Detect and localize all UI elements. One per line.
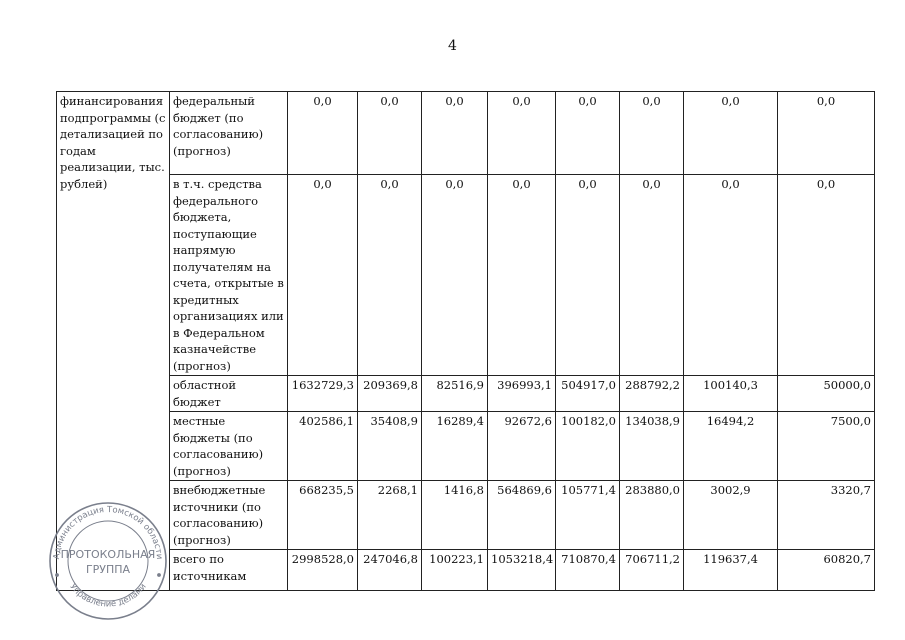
value-cell: 0,0 [778, 92, 875, 175]
value-cell: 2268,1 [358, 481, 422, 550]
value-cell: 35408,9 [358, 412, 422, 481]
value-cell: 82516,9 [422, 376, 488, 412]
value-cell: 100140,3 [684, 376, 778, 412]
stamp-center-line-2: ГРУППА [85, 563, 131, 576]
value-cell: 0,0 [288, 175, 358, 376]
value-cell: 1632729,3 [288, 376, 358, 412]
subprogram-financing-label: финансирования подпрограммы (с детализацией по годам реализации, тыс. рублей) [57, 92, 170, 591]
value-cell: 0,0 [422, 175, 488, 376]
value-cell: 209369,8 [358, 376, 422, 412]
stamp-dot-icon [56, 574, 59, 577]
value-cell: 396993,1 [488, 376, 556, 412]
value-cell: 100223,1 [422, 550, 488, 591]
source-label: всего по источникам [170, 550, 288, 591]
table-row [57, 175, 875, 376]
stamp-center-line-1: ПРОТОКОЛЬНАЯ [60, 548, 156, 561]
value-cell: 2998528,0 [288, 550, 358, 591]
value-cell: 710870,4 [556, 550, 620, 591]
value-cell: 7500,0 [778, 412, 875, 481]
value-cell: 16494,2 [684, 412, 778, 481]
value-cell: 134038,9 [620, 412, 684, 481]
value-cell: 247046,8 [358, 550, 422, 591]
table-row [57, 92, 875, 175]
value-cell: 0,0 [358, 92, 422, 175]
source-label: областной бюджет [170, 376, 288, 412]
source-label: внебюджетные источники (по согласованию) (прогноз) [170, 481, 288, 550]
value-cell: 3002,9 [684, 481, 778, 550]
value-cell: 564869,6 [488, 481, 556, 550]
value-cell: 0,0 [556, 92, 620, 175]
value-cell: 50000,0 [778, 376, 875, 412]
value-cell: 0,0 [422, 92, 488, 175]
value-cell: 668235,5 [288, 481, 358, 550]
value-cell: 706711,2 [620, 550, 684, 591]
value-cell: 0,0 [620, 92, 684, 175]
value-cell: 402586,1 [288, 412, 358, 481]
protocol-group-stamp [47, 500, 169, 622]
value-cell: 1416,8 [422, 481, 488, 550]
value-cell: 119637,4 [684, 550, 778, 591]
value-cell: 0,0 [778, 175, 875, 376]
stamp-ring-bottom-text: Управление делами [67, 581, 149, 610]
value-cell: 0,0 [556, 175, 620, 376]
value-cell: 16289,4 [422, 412, 488, 481]
value-cell: 1053218,4 [488, 550, 556, 591]
table-row [57, 481, 875, 550]
value-cell: 0,0 [488, 175, 556, 376]
value-cell: 100182,0 [556, 412, 620, 481]
value-cell: 288792,2 [620, 376, 684, 412]
value-cell: 504917,0 [556, 376, 620, 412]
table-row [57, 376, 875, 412]
source-label: в т.ч. средства федерального бюджета, поступающие напрямую получателям на счета, открытые в кредитных организациях или в Федеральном казначействе (прогноз) [170, 175, 288, 376]
source-label: местные бюджеты (по согласованию) (прогноз) [170, 412, 288, 481]
stamp-dot-icon [158, 574, 161, 577]
value-cell: 0,0 [488, 92, 556, 175]
table-row [57, 412, 875, 481]
page-number: 4 [448, 38, 457, 54]
financing-table [56, 91, 875, 591]
value-cell: 0,0 [684, 92, 778, 175]
value-cell: 60820,7 [778, 550, 875, 591]
value-cell: 0,0 [288, 92, 358, 175]
value-cell: 105771,4 [556, 481, 620, 550]
value-cell: 92672,6 [488, 412, 556, 481]
source-label: федеральный бюджет (по согласованию) (прогноз) [170, 92, 288, 175]
value-cell: 283880,0 [620, 481, 684, 550]
value-cell: 0,0 [620, 175, 684, 376]
value-cell: 0,0 [684, 175, 778, 376]
value-cell: 3320,7 [778, 481, 875, 550]
table-row [57, 550, 875, 591]
stamp-ring-top-text: Администрация Томской области [51, 504, 165, 560]
value-cell: 0,0 [358, 175, 422, 376]
